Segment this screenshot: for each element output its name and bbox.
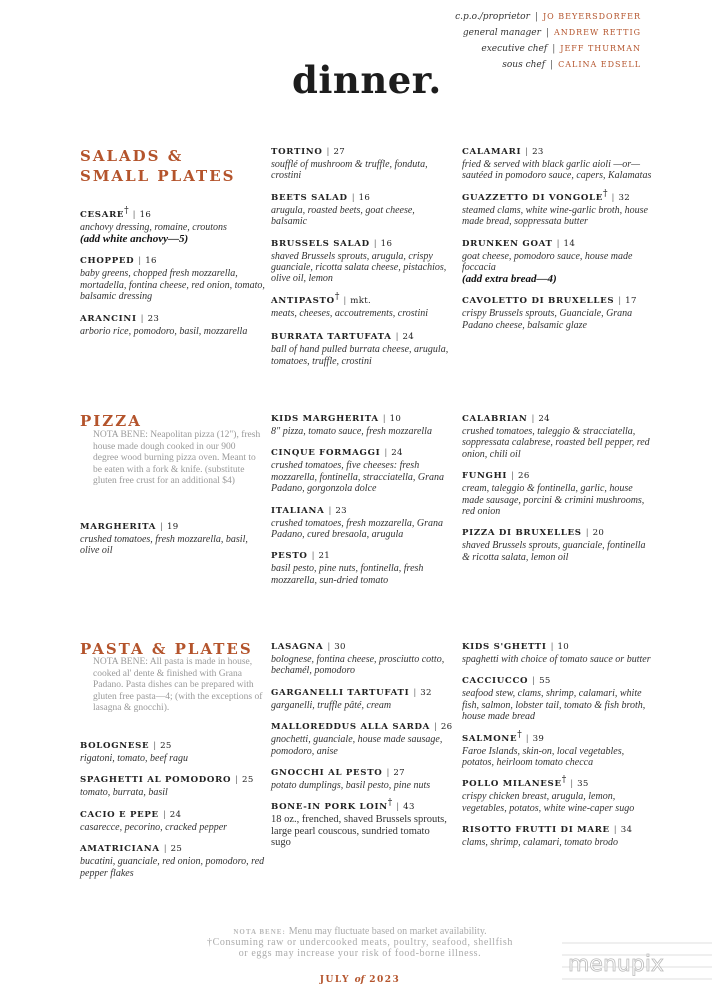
item-price: 19	[167, 522, 179, 532]
item-name: CALAMARI	[462, 147, 522, 157]
item-name: BEETS SALAD	[271, 192, 348, 203]
item-price: 16	[139, 210, 152, 220]
item-name: CACCIUCCO	[462, 676, 529, 687]
staff-row: c.p.o./proprietor | JO BEYERSDORFER	[455, 12, 641, 22]
item-name: CINQUE FORMAGGI	[271, 448, 381, 459]
item-description: arborio rice, pomodoro, basil, mozzarella	[80, 325, 248, 337]
staff-row: general manager | ANDREW RETTIG	[462, 28, 641, 38]
menu-item: CALAMARI | 23 fried & served with black garlic aioli —or— sautéed in pomodoro sauce, capers, Kalamatas	[462, 147, 652, 182]
menu-item: ANTIPASTO† | mkt. meats, cheeses, accoutrements, crostini	[271, 295, 451, 319]
item-description: seafood stew, clams, shrimp, calamari, white fish, salmon, lobster tail, tomato & fish broth, house made bread	[462, 688, 646, 723]
item-description: meats, cheeses, accoutrements, crostini	[271, 307, 428, 319]
menu-item: AMATRICIANA | 25 bucatini, guanciale, red onion, pomodoro, red pepper flakes	[80, 844, 265, 879]
salads-column-1	[80, 206, 265, 337]
item-price: 55	[539, 676, 551, 687]
date-of: of	[354, 975, 365, 985]
item-price: 21	[318, 551, 331, 562]
item-name: KIDS MARGHERITA	[271, 414, 379, 424]
item-price: 23	[147, 313, 160, 324]
dagger-mark: †	[603, 188, 608, 199]
item-price: 24	[391, 448, 403, 459]
staff-role: sous chef	[502, 60, 546, 70]
item-price: 16	[358, 192, 371, 203]
staff-role: executive chef	[481, 44, 548, 54]
item-description: crushed tomatoes, fresh mozzarella, basil, olive oil	[80, 534, 248, 557]
section-title-pasta: PASTA & PLATES	[80, 640, 253, 658]
item-name: BOLOGNESE	[80, 741, 150, 751]
item-name: BRUSSELS SALAD	[271, 238, 370, 249]
item-price: 14	[563, 238, 576, 249]
item-description: Faroe Islands, skin-on, local vegetables, potatos, heirloom tomato checca	[462, 745, 625, 769]
menu-item: CACIO E PEPE | 24 casarecce, pecorino, cracked pepper	[80, 809, 265, 833]
item-price: 27	[333, 147, 345, 157]
menu-item: BONE-IN PORK LOIN† | 43 18 oz., frenched, shaved Brussels sprouts, large pearl couscous, sundried tomato sugo	[271, 801, 451, 848]
section-title-pizza: PIZZA	[80, 412, 142, 430]
item-price: 25	[160, 741, 172, 751]
item-description: 8" pizza, tomato sauce, fresh mozzarella	[271, 426, 432, 437]
staff-row: executive chef | JEFF THURMAN	[481, 44, 641, 54]
staff-role: general manager	[462, 28, 541, 38]
item-description: rigatoni, tomato, beef ragu	[80, 753, 189, 764]
staff-role: c.p.o./proprietor	[455, 12, 530, 22]
item-name: GARGANELLI TARTUFATI	[271, 687, 410, 698]
item-description: ball of hand pulled burrata cheese, arugula, tomatoes, truffle, crostini	[271, 344, 449, 367]
item-name: ANTIPASTO	[271, 295, 335, 306]
footer-warning-line: †Consuming raw or undercooked meats, poultry, seafood, shellfish	[206, 937, 514, 948]
menu-item: GNOCCHI AL PESTO | 27 potato dumplings, basil pesto, pine nuts	[271, 767, 451, 791]
staff-name: CALINA EDSELL	[558, 60, 641, 69]
item-price: 26	[518, 471, 530, 482]
item-description: steamed clams, white wine-garlic broth, house made bread, soppressata butter	[462, 204, 648, 228]
item-description: casarecce, pecorino, cracked pepper	[80, 821, 228, 833]
item-name: MARGHERITA	[80, 522, 157, 532]
menu-item: CHOPPED | 16 baby greens, chopped fresh mozzarella, mortadella, fontina cheese, red onion, tomato, balsamic dressing	[80, 256, 265, 303]
item-price: 39	[532, 733, 545, 744]
item-name: BURRATA TARTUFATA	[271, 332, 392, 343]
date-year: 2023	[369, 975, 401, 985]
item-price: mkt.	[350, 295, 371, 306]
item-description: anchovy dressing, romaine, croutons	[80, 222, 227, 233]
item-name: RISOTTO FRUTTI DI MARE	[462, 825, 610, 836]
item-price: 34	[620, 825, 633, 836]
item-name: PIZZA DI BRUXELLES	[462, 528, 582, 539]
item-name: AMATRICIANA	[80, 844, 160, 855]
pizza-column-3	[462, 413, 652, 563]
item-price: 32	[420, 687, 432, 698]
footer-nota-label: NOTA BENE:	[233, 928, 286, 936]
item-description: cream, taleggio & fontinella, garlic, house made sausage, porcini & crimini mushrooms, red onion	[462, 483, 645, 518]
item-name: DRUNKEN GOAT	[462, 238, 553, 249]
pizza-column-2	[271, 413, 451, 586]
pasta-note: NOTA BENE: All pasta is made in house, cooked al' dente & finished with Grana Padano. Pasta dishes can be prepared with gluten free pasta—4; (with the exceptions of lasagna & gnocchi).	[93, 657, 263, 713]
item-price: 10	[389, 414, 402, 424]
item-description: shaved Brussels sprouts, arugula, crispy guanciale, ricotta salata cheese, pistachios, olive oil, lemon	[271, 250, 447, 285]
item-description: gnochetti, guanciale, house made sausage, pomodoro, anise	[271, 734, 443, 757]
item-description: baby greens, chopped fresh mozzarella, mortadella, fontina cheese, red onion, tomato, balsamic dressing	[80, 268, 265, 303]
menu-item: TORTINO | 27 soufflé of mushroom & truffle, fonduta, crostini	[271, 146, 451, 182]
menu-item: MARGHERITA | 19 crushed tomatoes, fresh mozzarella, basil, olive oil	[80, 521, 265, 557]
menu-item: BEETS SALAD | 16 arugula, roasted beets, goat cheese, balsamic	[271, 192, 451, 228]
item-name: TORTINO	[271, 147, 323, 157]
menu-item: MALLOREDDUS ALLA SARDA | 26 gnochetti, guanciale, house made sausage, pomodoro, anise	[271, 722, 453, 757]
item-price: 30	[334, 642, 346, 652]
section-title-line: SMALL PLATES	[80, 167, 236, 185]
item-description: crushed tomatoes, five cheeses: fresh mozzarella, fontinella, stracciatella, Grana Padano, gorgonzola dolce	[271, 460, 444, 495]
item-description: crushed tomatoes, taleggio & stracciatella, soppressata calabrese, roasted bell pepper, red onion, chili oil	[462, 426, 650, 460]
item-description: bolognese, fontina cheese, prosciutto cotto, bechamél, pomodoro	[271, 654, 445, 677]
item-description: crispy Brussels sprouts, Guanciale, Grana Padano cheese, balsamic glaze	[462, 308, 633, 331]
item-price: 16	[145, 256, 157, 267]
item-price: 16	[380, 238, 393, 249]
dagger-mark: †	[124, 206, 129, 217]
dagger-mark: †	[517, 729, 522, 740]
menu-title: dinner.	[292, 58, 442, 102]
dagger-mark: †	[387, 798, 393, 809]
item-name: BONE-IN PORK LOIN	[271, 802, 388, 813]
staff-row: sous chef | CALINA EDSELL	[502, 60, 641, 70]
item-price: 25	[170, 844, 183, 855]
item-price: 24	[169, 809, 182, 820]
pasta-column-3	[462, 641, 652, 849]
menu-item: PESTO | 21 basil pesto, pine nuts, fontinella, fresh mozzarella, sun-dried tomato	[271, 550, 451, 586]
item-name: SALMONE	[462, 733, 518, 744]
salads-column-2	[271, 146, 451, 367]
item-price: 24	[402, 332, 415, 343]
item-description: crispy chicken breast, arugula, lemon, vegetables, potatos, white wine-caper sugo	[462, 791, 635, 814]
item-name: ITALIANA	[271, 505, 325, 516]
item-description: soufflé of mushroom & truffle, fonduta, crostini	[271, 159, 428, 182]
item-name: LASAGNA	[271, 642, 324, 652]
item-name: CAVOLETTO DI BRUXELLES	[462, 296, 615, 307]
item-name: CACIO E PEPE	[80, 809, 159, 820]
menu-item: GARGANELLI TARTUFATI | 32 garganelli, truffle pâté, cream	[271, 687, 451, 711]
item-price: 10	[557, 642, 570, 652]
menu-item: SPAGHETTI AL POMODORO | 25 tomato, burrata, basil	[80, 774, 265, 798]
item-name: FUNGHI	[462, 471, 508, 482]
item-price: 27	[393, 768, 405, 779]
staff-list	[455, 9, 641, 73]
footer-notice-text: Menu may fluctuate based on market availability.	[288, 926, 487, 937]
menu-item: KIDS S'GHETTI | 10 spaghetti with choice of tomato sauce or butter	[462, 642, 651, 665]
menu-item: CACCIUCCO | 55 seafood stew, clams, shrimp, calamari, white fish, salmon, lobster tail, tomato & fish broth, house made bread	[462, 675, 652, 722]
menu-item: DRUNKEN GOAT | 14 goat cheese, pomodoro sauce, house made foccacia (add extra bread—4)	[462, 238, 652, 286]
menu-item: ITALIANA | 23 crushed tomatoes, fresh mozzarella, Grana Padano, cured bresaola, arugula	[271, 505, 451, 541]
item-name: POLLO MILANESE	[462, 779, 562, 790]
salads-column-3	[462, 146, 652, 331]
item-description: garganelli, truffle pâté, cream	[271, 699, 392, 711]
menu-item: POLLO MILANESE† | 35 crispy chicken breast, arugula, lemon, vegetables, potatos, white wine-caper sugo	[462, 778, 652, 814]
item-name: GNOCCHI AL PESTO	[271, 768, 383, 779]
item-addon: (add white anchovy—5)	[80, 233, 189, 246]
menu-item: CALABRIAN | 24 crushed tomatoes, taleggio & stracciatella, soppressata calabrese, roasted bell pepper, red onion, chili oil	[462, 413, 652, 460]
item-price: 25	[242, 775, 254, 786]
item-description: goat cheese, pomodoro sauce, house made foccacia	[462, 250, 633, 274]
menu-item: CINQUE FORMAGGI | 24 crushed tomatoes, five cheeses: fresh mozzarella, fontinella, stracciatella, Grana Padano, gorgonzola dolce	[271, 447, 451, 494]
item-name: KIDS S'GHETTI	[462, 642, 547, 652]
item-price: 23	[335, 505, 347, 516]
menu-item: CAVOLETTO DI BRUXELLES | 17 crispy Brussels sprouts, Guanciale, Grana Padano cheese, balsamic glaze	[462, 295, 652, 331]
menu-item: LASAGNA | 30 bolognese, fontina cheese, prosciutto cotto, bechamél, pomodoro	[271, 641, 451, 677]
item-price: 17	[625, 296, 637, 307]
item-price: 20	[592, 528, 605, 539]
item-name: CALABRIAN	[462, 414, 528, 424]
item-description: 18 oz., frenched, shaved Brussels sprouts, large pearl couscous, sundried tomato sugo	[271, 814, 447, 849]
menu-item: RISOTTO FRUTTI DI MARE | 34 clams, shrimp, calamari, tomato brodo	[462, 824, 652, 848]
pasta-column-2	[271, 641, 451, 849]
item-name: CESARE	[80, 210, 125, 220]
item-price: 24	[538, 414, 550, 424]
item-name: PESTO	[271, 551, 308, 562]
item-description: bucatini, guanciale, red onion, pomodoro, red pepper flakes	[80, 856, 265, 879]
watermark-text: menupix	[568, 952, 664, 977]
item-description: arugula, roasted beets, goat cheese, balsamic	[271, 204, 415, 228]
item-price: 43	[403, 802, 415, 813]
item-description: basil pesto, pine nuts, fontinella, fresh mozzarella, sun-dried tomato	[271, 563, 424, 586]
section-title-salads	[80, 146, 235, 186]
dagger-mark: †	[561, 775, 567, 786]
menu-item: KIDS MARGHERITA | 10 8" pizza, tomato sauce, fresh mozzarella	[271, 413, 451, 437]
footer-warning-line: or eggs may increase your risk of food-borne illness.	[238, 948, 482, 959]
item-addon: (add extra bread—4)	[462, 273, 557, 286]
staff-name: JO BEYERSDORFER	[542, 12, 641, 21]
item-name: MALLOREDDUS ALLA SARDA	[271, 722, 430, 733]
menu-item: SALMONE† | 39 Faroe Islands, skin-on, local vegetables, potatos, heirloom tomato checca	[462, 733, 652, 769]
menu-item: PIZZA DI BRUXELLES | 20 shaved Brussels sprouts, guanciale, fontinella & ricotta salata, lemon oil	[462, 527, 652, 563]
menupix-watermark	[562, 933, 712, 993]
menu-item: BRUSSELS SALAD | 16 shaved Brussels sprouts, arugula, crispy guanciale, ricotta salata cheese, pistachios, olive oil, lemon	[271, 238, 451, 285]
item-name: SPAGHETTI AL POMODORO	[80, 775, 232, 786]
menu-item: FUNGHI | 26 cream, taleggio & fontinella, garlic, house made sausage, porcini & crimini mushrooms, red onion	[462, 470, 652, 517]
item-name: ARANCINI	[80, 313, 137, 324]
item-name: CHOPPED	[80, 256, 135, 267]
item-description: shaved Brussels sprouts, guanciale, fontinella & ricotta salata, lemon oil	[462, 540, 646, 563]
date-month: JULY	[319, 975, 351, 985]
item-description: fried & served with black garlic aioli —or— sautéed in pomodoro sauce, capers, Kalamatas	[462, 159, 652, 182]
item-description: potato dumplings, basil pesto, pine nuts	[271, 780, 431, 792]
item-description: clams, shrimp, calamari, tomato brodo	[462, 837, 619, 849]
menu-item: CESARE† | 16 anchovy dressing, romaine, croutons (add white anchovy—5)	[80, 209, 265, 245]
section-title-line: SALADS &	[80, 147, 184, 165]
dagger-mark: †	[334, 291, 340, 302]
item-price: 35	[577, 779, 589, 790]
staff-name: ANDREW RETTIG	[553, 28, 641, 37]
item-description: tomato, burrata, basil	[80, 787, 168, 799]
item-description: spaghetti with choice of tomato sauce or butter	[462, 654, 651, 665]
item-name: GUAZZETTO DI VONGOLE	[462, 192, 604, 203]
menu-item: BOLOGNESE | 25 rigatoni, tomato, beef ragu	[80, 740, 265, 764]
menu-item: BURRATA TARTUFATA | 24 ball of hand pulled burrata cheese, arugula, tomatoes, truffle, crostini	[271, 331, 451, 367]
menu-item: GUAZZETTO DI VONGOLE† | 32 steamed clams, white wine-garlic broth, house made bread, soppressata butter	[462, 192, 652, 228]
staff-name: JEFF THURMAN	[560, 44, 641, 53]
pizza-column-1	[80, 521, 265, 557]
item-price: 23	[532, 147, 544, 157]
item-description: crushed tomatoes, fresh mozzarella, Grana Padano, cured bresaola, arugula	[271, 517, 444, 541]
pasta-column-1	[80, 740, 265, 879]
item-price: 26	[440, 722, 453, 733]
menu-item: ARANCINI | 23 arborio rice, pomodoro, basil, mozzarella	[80, 313, 265, 337]
item-price: 32	[618, 192, 630, 203]
pizza-note: NOTA BENE: Neapolitan pizza (12"), fresh house made dough cooked in our 900 degree wood burning pizza oven. Meant to be eaten with a fork & knife. (substitute gluten free crust for an additional $4)	[93, 430, 261, 486]
